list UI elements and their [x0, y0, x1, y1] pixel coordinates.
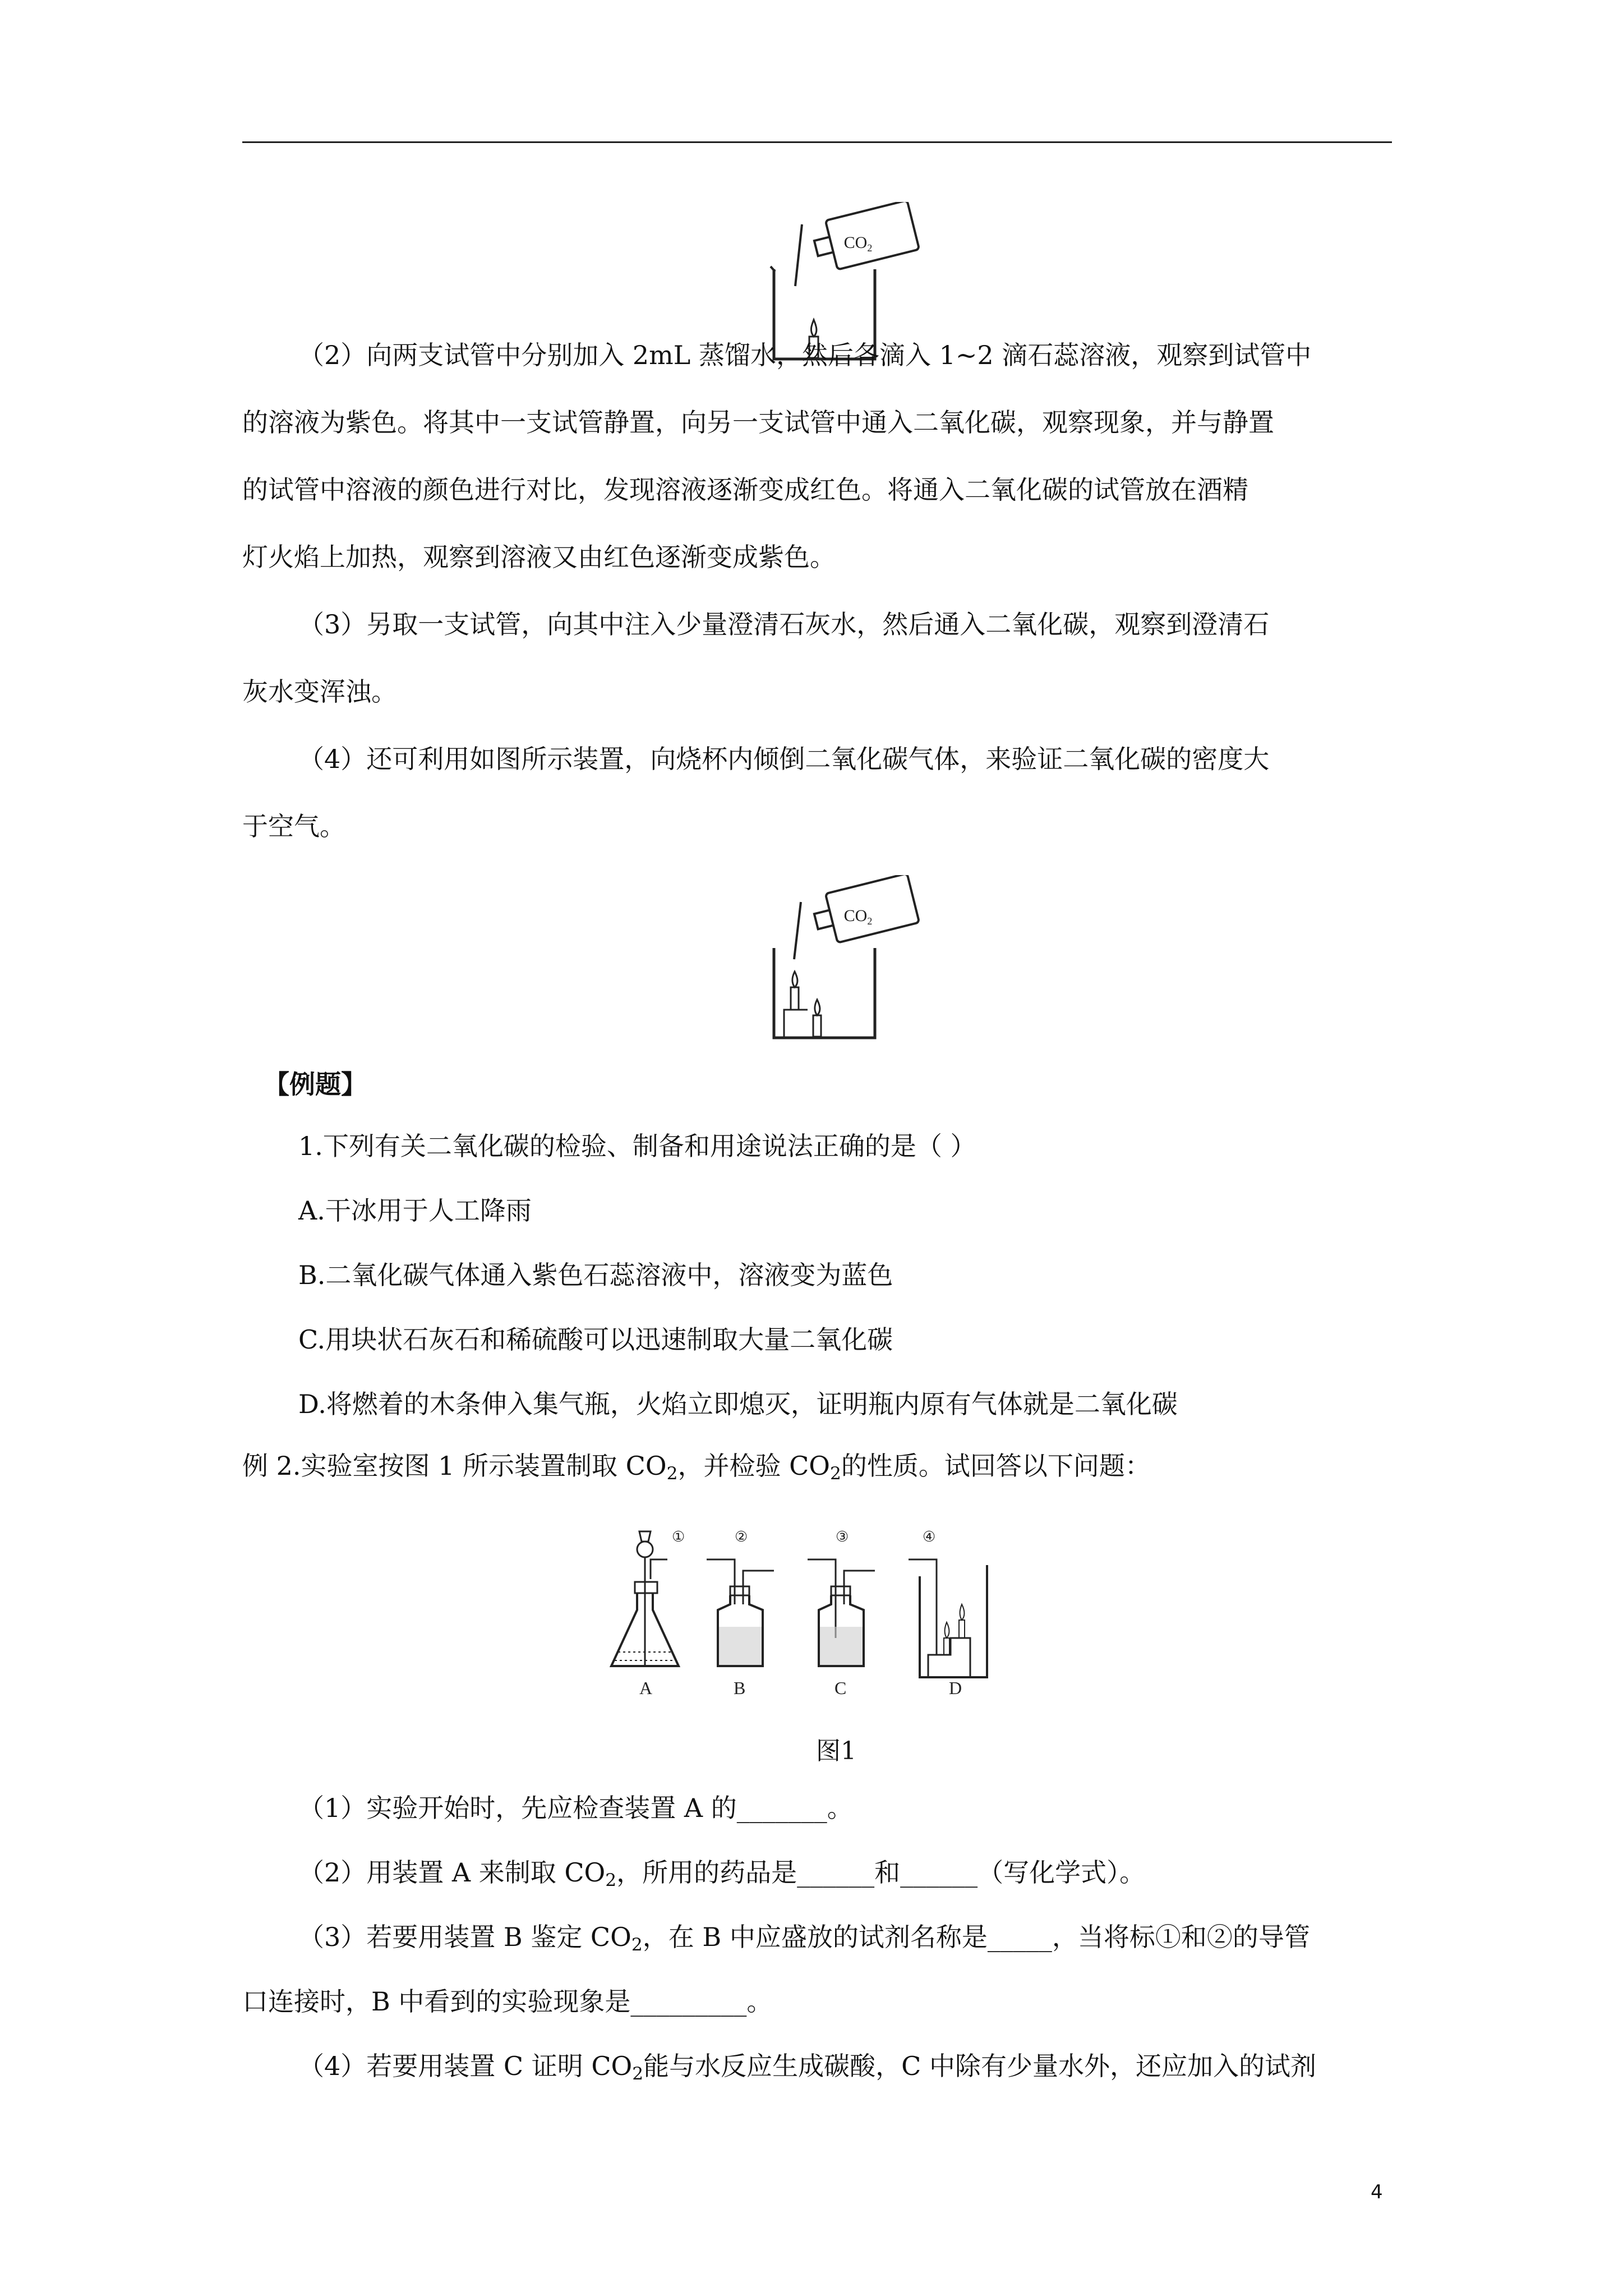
s2-text-a: （2）用装置 A 来制取 CO	[298, 1857, 606, 1888]
para-2-line-3: 的试管中溶液的颜色进行对比，发现溶液逐渐变成红色。将通入二氧化碳的试管放在酒精	[242, 475, 1248, 505]
figure-caption: 图1	[816, 1737, 856, 1765]
s3-text-b: ，在 B 中应盛放的试剂名称是_____，当将标①和②的导管	[642, 1922, 1310, 1952]
label-a: A	[639, 1678, 653, 1698]
marker-2: ②	[735, 1529, 748, 1545]
co2-subscript-2: 2	[867, 915, 873, 927]
sub-question-2	[298, 1854, 1145, 1899]
s4-text-a: （4）若要用装置 C 证明 CO	[298, 2051, 633, 2081]
option-a: A.干冰用于人工降雨	[298, 1195, 532, 1226]
label-b: B	[734, 1678, 746, 1698]
beaker-two-candles-figure	[768, 875, 925, 1043]
para-4-line-1: （4）还可利用如图所示装置，向烧杯内倾倒二氧化碳气体，来验证二氧化碳的密度大	[298, 744, 1270, 774]
s4-text-b: 能与水反应生成碳酸，C 中除有少量水外，还应加入的试剂	[643, 2051, 1316, 2081]
para-3-line-2: 灰水变浑浊。	[242, 677, 397, 707]
option-c: C.用块状石灰石和稀硫酸可以迅速制取大量二氧化碳	[298, 1324, 893, 1355]
co2-label: CO	[843, 233, 868, 252]
question-2-intro	[242, 1447, 1151, 1492]
header-rule	[242, 141, 1392, 143]
label-c: C	[834, 1678, 847, 1698]
sub-question-3-line-2: 口连接时，B 中看到的实验现象是_________。	[242, 1986, 773, 2017]
sub-question-1: （1）实验开始时，先应检查装置 A 的_______。	[298, 1793, 853, 1823]
sub-question-4	[298, 2047, 1316, 2092]
question-1: 1.下列有关二氧化碳的检验、制备和用途说法正确的是（ ）	[298, 1131, 976, 1161]
para-2-line-2: 的溶液为紫色。将其中一支试管静置，向另一支试管中通入二氧化碳，观察现象，并与静置	[242, 407, 1274, 438]
para-4-line-2: 于空气。	[242, 811, 345, 841]
q2-sub-1: 2	[666, 1463, 678, 1484]
option-d: D.将燃着的木条伸入集气瓶，火焰立即熄灭，证明瓶内原有气体就是二氧化碳	[298, 1389, 1178, 1419]
s3-text-a: （3）若要用装置 B 鉴定 CO	[298, 1922, 631, 1952]
option-b: B.二氧化碳气体通入紫色石蕊溶液中，溶液变为蓝色	[298, 1260, 893, 1290]
q2-text-b: ，并检验 CO	[677, 1451, 830, 1481]
example-heading: 【例题】	[264, 1069, 367, 1099]
co2-label-2: CO	[843, 907, 868, 925]
s2-sub: 2	[605, 1870, 617, 1890]
q2-text-a: 例 2.实验室按图 1 所示装置制取 CO	[242, 1451, 667, 1481]
para-3-line-1: （3）另取一支试管，向其中注入少量澄清石灰水，然后通入二氧化碳，观察到澄清石	[298, 609, 1270, 639]
s4-sub: 2	[632, 2063, 644, 2084]
marker-4: ④	[923, 1529, 936, 1545]
para-2-line-1: （2）向两支试管中分别加入 2mL 蒸馏水，然后各滴入 1~2 滴石蕊溶液，观察到试管中	[298, 340, 1312, 370]
marker-1: ①	[672, 1529, 685, 1545]
co2-subscript: 2	[867, 242, 873, 254]
marker-3: ③	[836, 1529, 849, 1545]
q2-text-c: 的性质。试回答以下问题：	[841, 1451, 1151, 1481]
s3-sub: 2	[631, 1934, 643, 1955]
label-d: D	[949, 1678, 962, 1698]
page-number: 4	[1371, 2181, 1383, 2203]
s2-text-b: ，所用的药品是______和______（写化学式）。	[616, 1857, 1146, 1888]
sub-question-3-line-1	[298, 1918, 1310, 1963]
q2-sub-2: 2	[830, 1463, 841, 1484]
para-2-line-4: 灯火焰上加热，观察到溶液又由红色逐渐变成紫色。	[242, 542, 836, 572]
apparatus-figure	[606, 1526, 1099, 1711]
